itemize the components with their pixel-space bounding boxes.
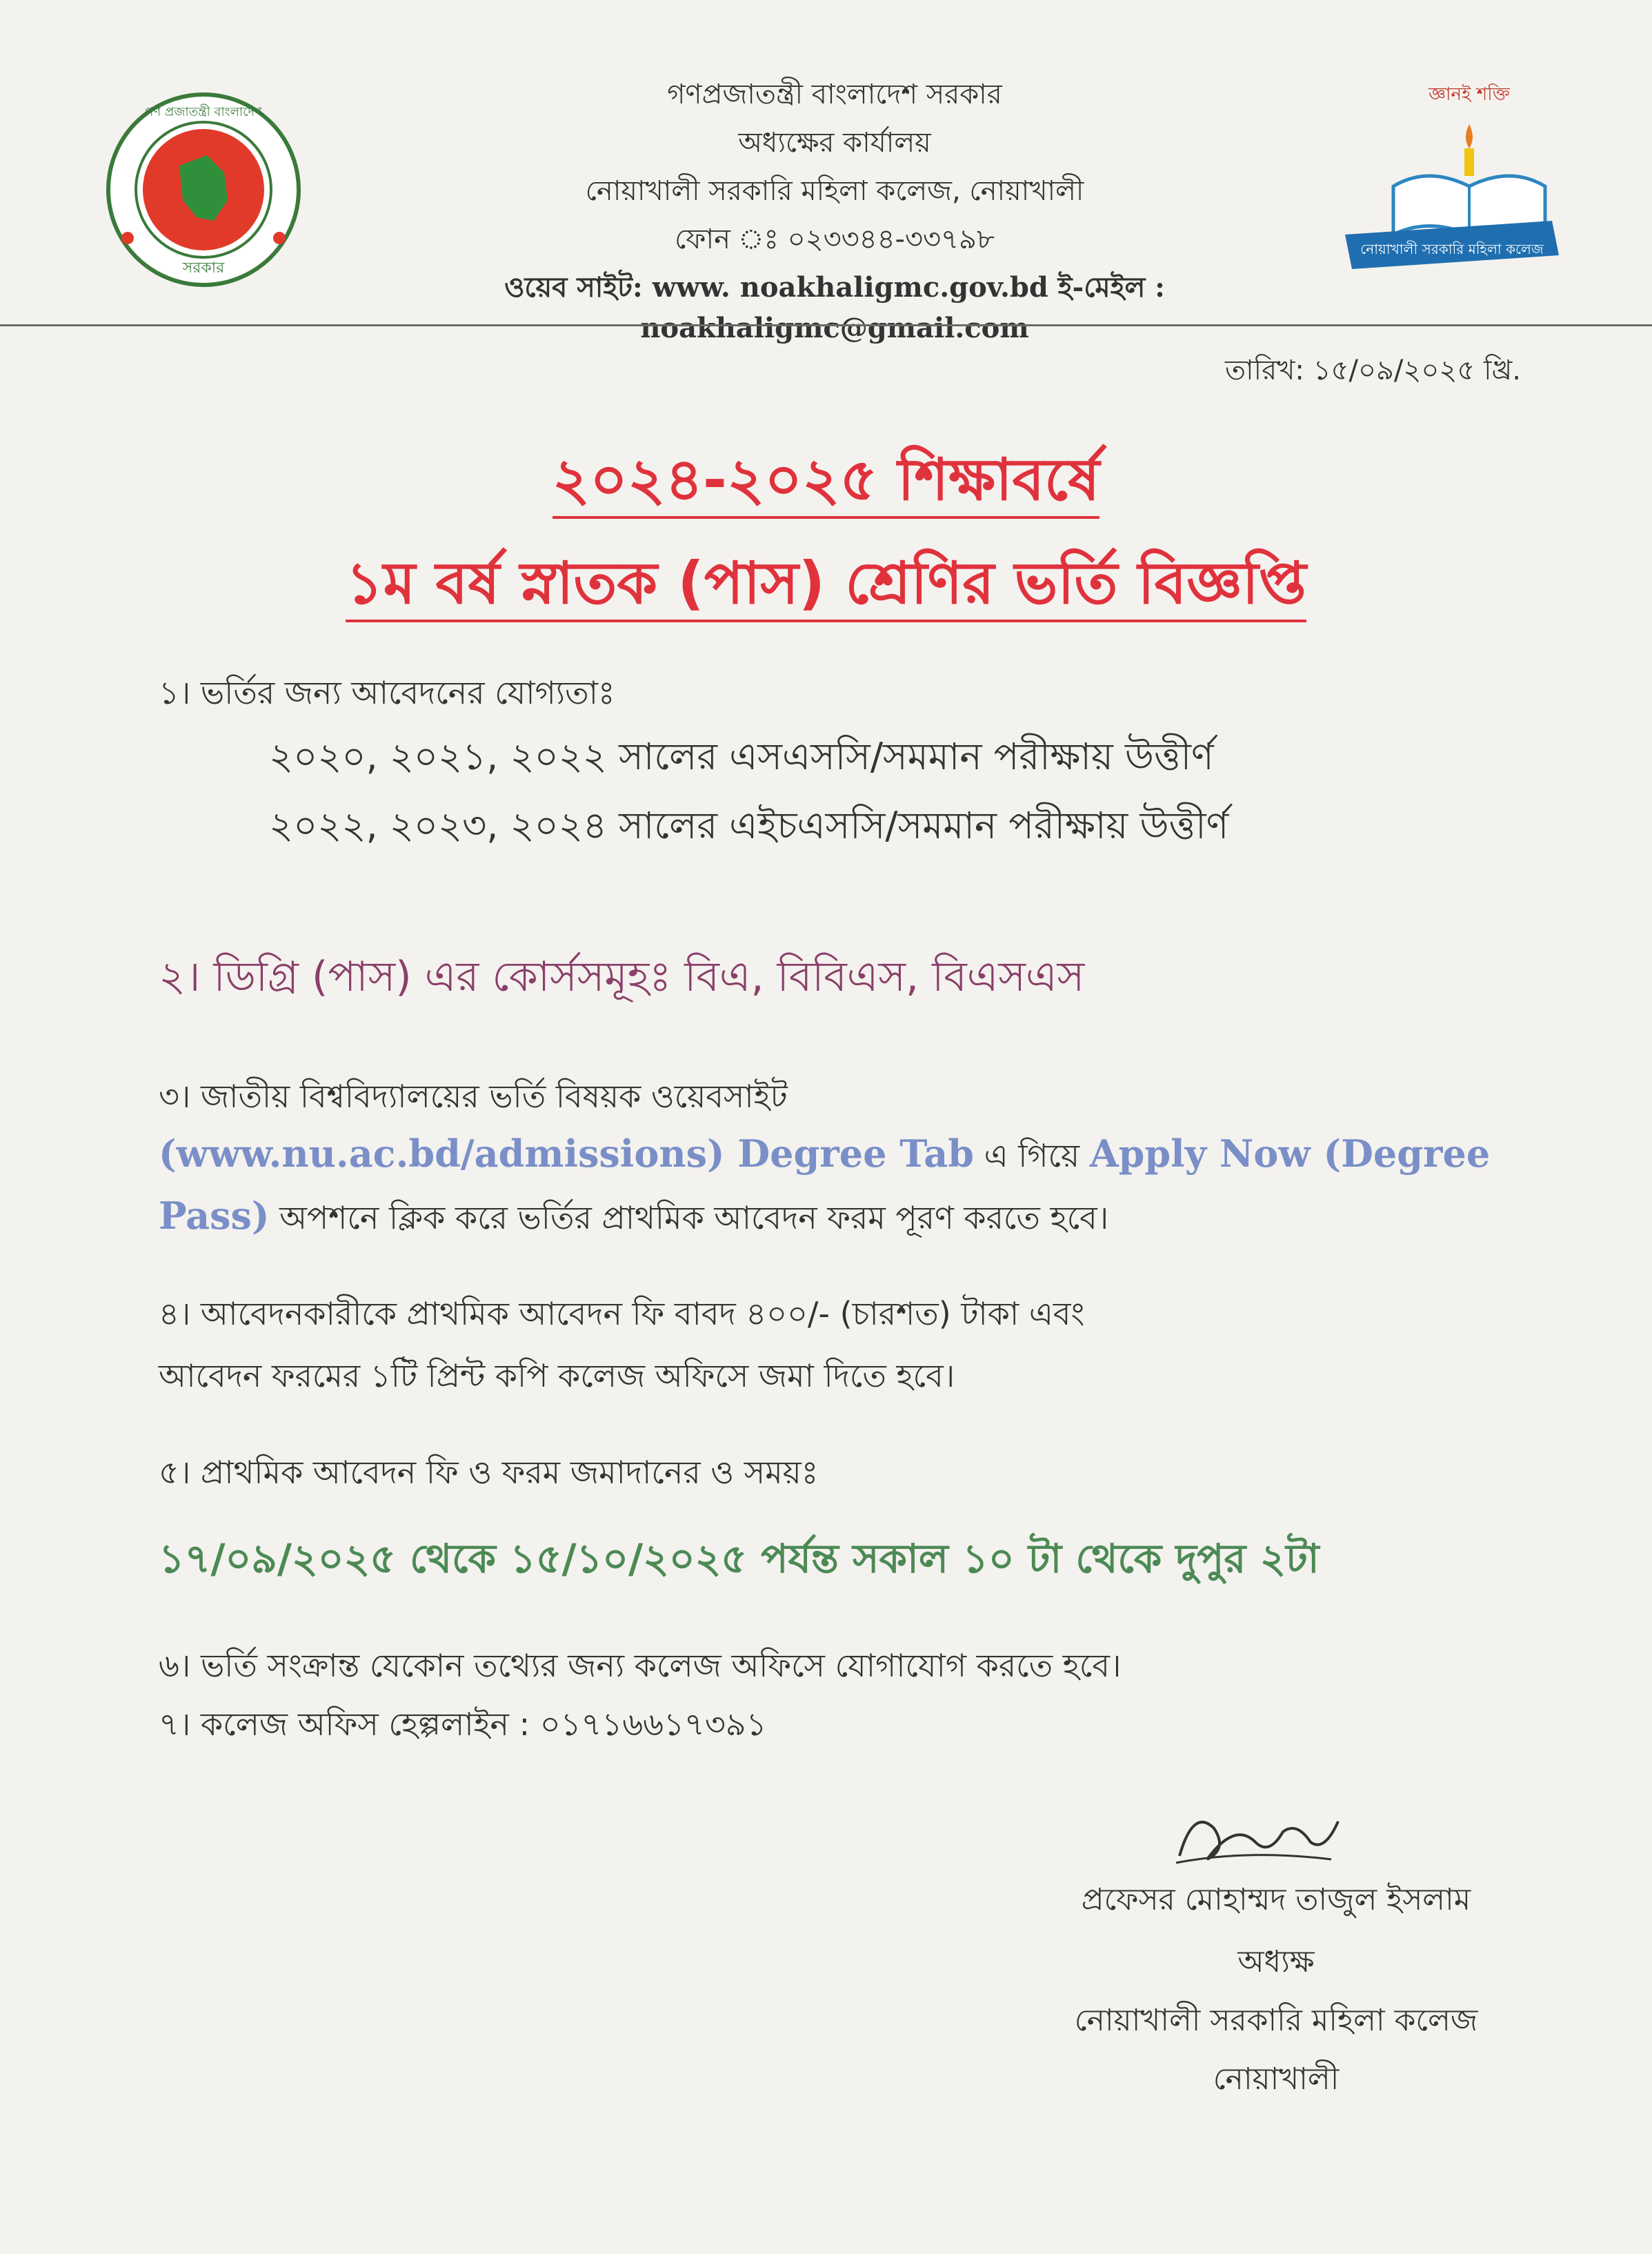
apply-now-text: Apply Now (Degree (1089, 1131, 1491, 1176)
item-1-hsc: ২০২২, ২০২৩, ২০২৪ সালের এইচএসসি/সমমান পরীক্ষায় উত্তীর্ণ (269, 804, 1229, 847)
signatory-designation: অধ্যক্ষ (1237, 1944, 1315, 1979)
item-1-ssc: ২০২০, ২০২১, ২০২২ সালের এসএসসি/সমমান পরীক্ষায় উত্তীর্ণ (269, 735, 1214, 778)
item-5-time: ১৭/০৯/২০২৫ থেকে ১৫/১০/২০২৫ পর্যন্ত সকাল ১০ টা থেকে দুপুর ২টা (159, 1535, 1320, 1582)
header-contact: ওয়েব সাইট: www. noakhaligmc.gov.bd ই-মেইল : noakhaligmc@gmail.com (504, 271, 1165, 344)
admission-link[interactable]: (www.nu.ac.bd/admissions) Degree Tab (159, 1131, 975, 1176)
notice-title-line1: ২০২৪-২০২৫ শিক্ষাবর্ষে (0, 435, 1652, 532)
item-6-contact: ৬। ভর্তি সংক্রান্ত যেকোন তথ্যের জন্য কলেজ অফিসে যোগাযোগ করতে হবে। (159, 1647, 1122, 1684)
item-2-courses: ২। ডিগ্রি (পাস) এর কোর্সসমূহঃ বিএ, বিবিএস, বিএসএস (159, 953, 1085, 1001)
pass-text: Pass) (159, 1194, 270, 1238)
notice-title-line2: ১ম বর্ষ স্নাতক (পাস) শ্রেণির ভর্তি বিজ্ঞপ্তি (0, 538, 1652, 635)
header-divider (0, 324, 1652, 326)
item-4-fee: ৪। আবেদনকারীকে প্রাথমিক আবেদন ফি বাবদ ৪০০/- (চারশত) টাকা এবং (159, 1295, 1085, 1332)
notice-date: তারিখ: ১৫/০৯/২০২৫ খ্রি. (1225, 355, 1521, 386)
item-1-eligibility: ১। ভর্তির জন্য আবেদনের যোগ্যতাঃ (159, 674, 615, 711)
header-government: গণপ্রজাতন্ত্রী বাংলাদেশ সরকার (667, 79, 1002, 110)
logo-motto: জ্ঞানই শক্তি (1429, 84, 1510, 105)
seal-bottom-text: সরকার (182, 259, 225, 277)
government-seal-icon (103, 90, 303, 290)
item-3-link-line (159, 1131, 1490, 1185)
header-phone: ফোন ঃ ০২৩৩৪৪-৩৩৭৯৮ (675, 224, 995, 255)
header-college: নোয়াখালী সরকারি মহিলা কলেজ, নোয়াখালী (585, 175, 1084, 207)
item-7-helpline: ৭। কলেজ অফিস হেল্পলাইন : ০১৭১৬৬১৭৩৯১ (159, 1706, 767, 1743)
item-3-mid: এ গিয়ে (974, 1137, 1090, 1174)
item-3-rest-line (159, 1194, 1108, 1247)
header-office: অধ্যক্ষের কার্যালয় (738, 127, 931, 159)
item-5-schedule: ৫। প্রাথমিক আবেদন ফি ও ফরম জমাদানের ও সময়ঃ (159, 1454, 819, 1491)
item-3-website: ৩। জাতীয় বিশ্ববিদ্যালয়ের ভর্তি বিষয়ক ওয়েবসাইট (159, 1078, 788, 1115)
signatory-place: নোয়াখালী (1213, 2062, 1340, 2097)
item-3-rest: অপশনে ক্লিক করে ভর্তির প্রাথমিক আবেদন ফরম পূরণ করতে হবে। (269, 1199, 1109, 1236)
college-logo-icon (1331, 69, 1566, 276)
signatory-college: নোয়াখালী সরকারি মহিলা কলেজ (1074, 2003, 1478, 2038)
signature-image (1166, 1794, 1359, 1877)
signatory-name: প্রফেসর মোহাম্মদ তাজুল ইসলাম (1081, 1882, 1471, 1917)
item-4-print: আবেদন ফরমের ১টি প্রিন্ট কপি কলেজ অফিসে জমা দিতে হবে। (159, 1357, 955, 1394)
seal-top-text: গণ প্রজাতন্ত্রী বাংলাদেশ (145, 105, 262, 119)
logo-banner-text: নোয়াখালী সরকারি মহিলা কলেজ (1360, 241, 1544, 257)
